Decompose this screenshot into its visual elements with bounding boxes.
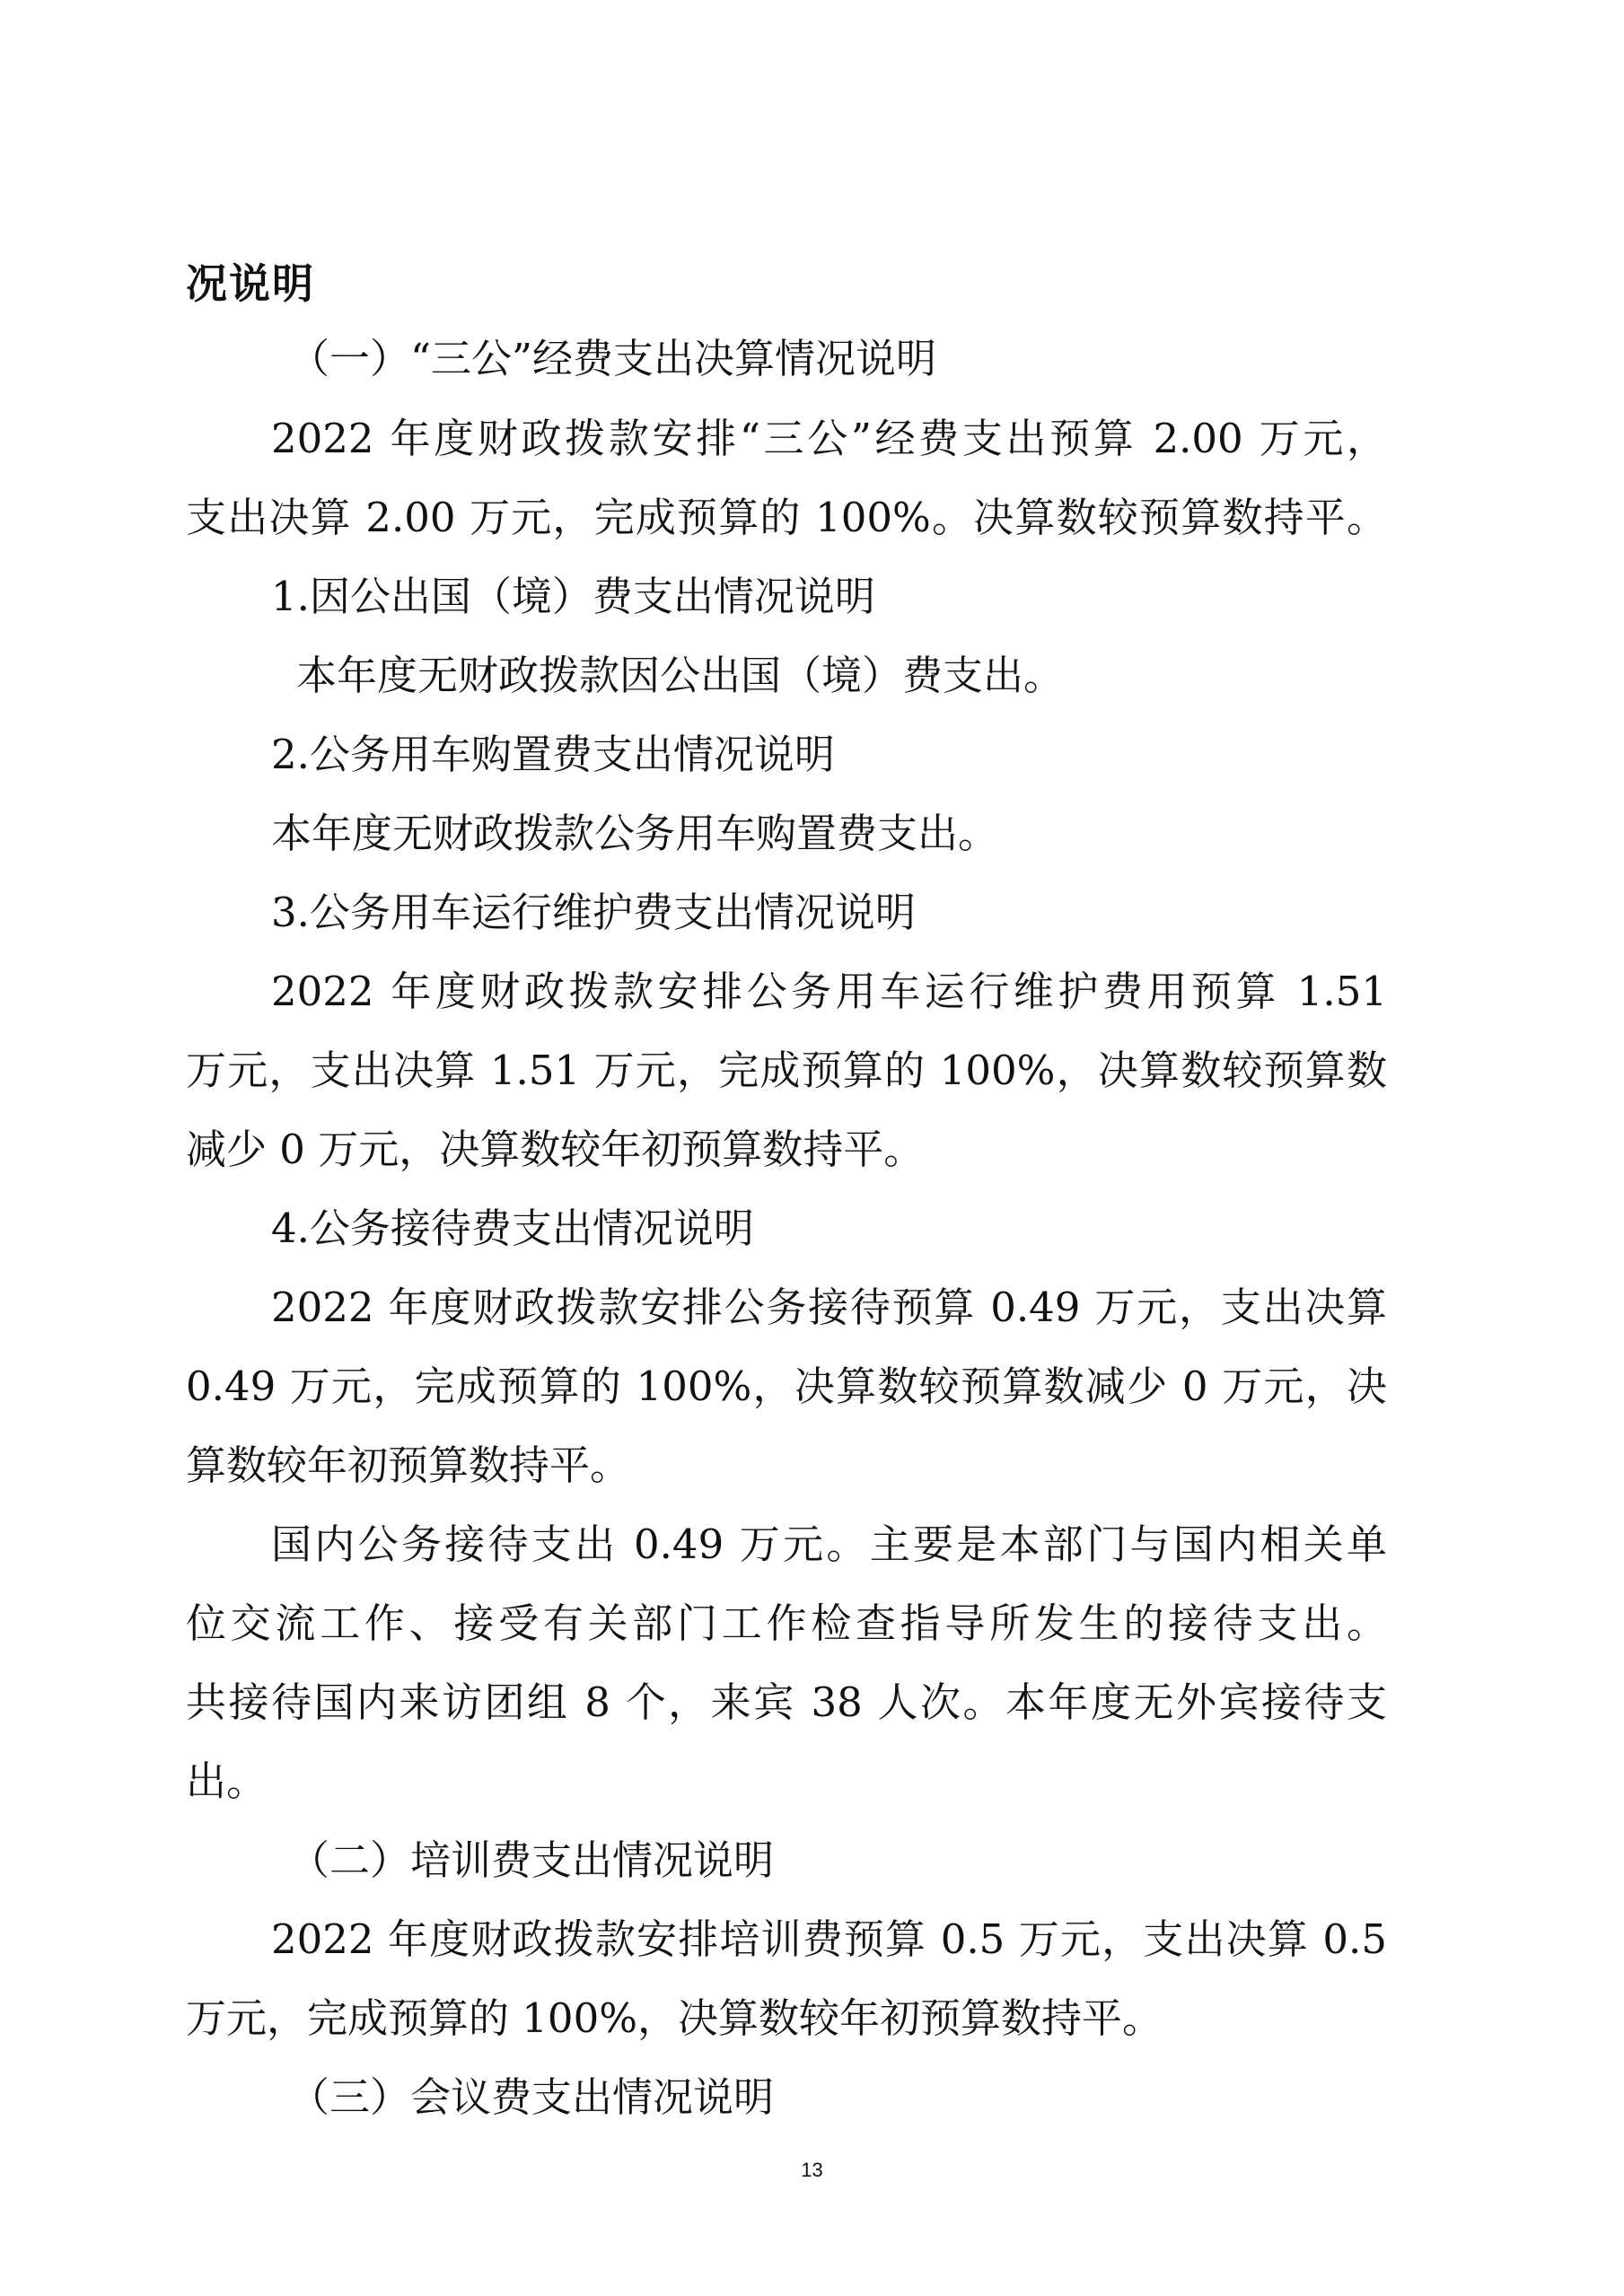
paragraph-line: 国内公务接待支出 0.49 万元。主要是本部门与国内相关单	[271, 1520, 1387, 1568]
paragraph-line: 2022 年度财政拨款安排培训费预算 0.5 万元，支出决算 0.5	[271, 1915, 1387, 1963]
item-heading-4: 4.公务接待费支出情况说明	[271, 1205, 754, 1252]
subsection-heading-2: （二）培训费支出情况说明	[289, 1836, 775, 1884]
paragraph-line: 出。	[186, 1757, 268, 1805]
item-heading-2: 2.公务用车购置费支出情况说明	[271, 731, 835, 778]
item-heading-1: 1.因公出国（境）费支出情况说明	[271, 573, 875, 620]
item-heading-3: 3.公务用车运行维护费支出情况说明	[271, 889, 916, 936]
paragraph-line: 万元，支出决算 1.51 万元，完成预算的 100%，决算数较预算数	[186, 1047, 1387, 1094]
paragraph-line: 2022 年度财政拨款安排公务接待预算 0.49 万元，支出决算	[271, 1284, 1387, 1331]
paragraph-line: 支出决算 2.00 万元，完成预算的 100%。决算数较预算数持平。	[186, 494, 1387, 541]
paragraph-line: 共接待国内来访团组 8 个，来宾 38 人次。本年度无外宾接待支	[186, 1678, 1387, 1726]
paragraph-line: 万元，完成预算的 100%，决算数较年初预算数持平。	[186, 1994, 1163, 2042]
paragraph-line: 位交流工作、接受有关部门工作检查指导所发生的接待支出。	[186, 1599, 1387, 1647]
paragraph-line: 2022 年度财政拨款安排公务用车运行维护费用预算 1.51	[271, 968, 1387, 1015]
paragraph-line: 0.49 万元，完成预算的 100%，决算数较预算数减少 0 万元，决	[186, 1363, 1387, 1410]
paragraph-line: 算数较年初预算数持平。	[186, 1442, 631, 1489]
subsection-heading-1: （一）“三公”经费支出决算情况说明	[289, 335, 937, 382]
paragraph-line: 2022 年度财政拨款安排“三公”经费支出预算 2.00 万元，	[271, 415, 1387, 462]
section-heading: 况说明	[186, 259, 315, 308]
subsection-heading-3: （三）会议费支出情况说明	[289, 2073, 775, 2121]
paragraph-line: 减少 0 万元，决算数较年初预算数持平。	[186, 1126, 925, 1173]
page-number: 13	[801, 2159, 823, 2181]
paragraph-line: 本年度无财政拨款公务用车购置费支出。	[271, 810, 999, 857]
paragraph-line: 本年度无财政拨款因公出国（境）费支出。	[296, 652, 1065, 699]
